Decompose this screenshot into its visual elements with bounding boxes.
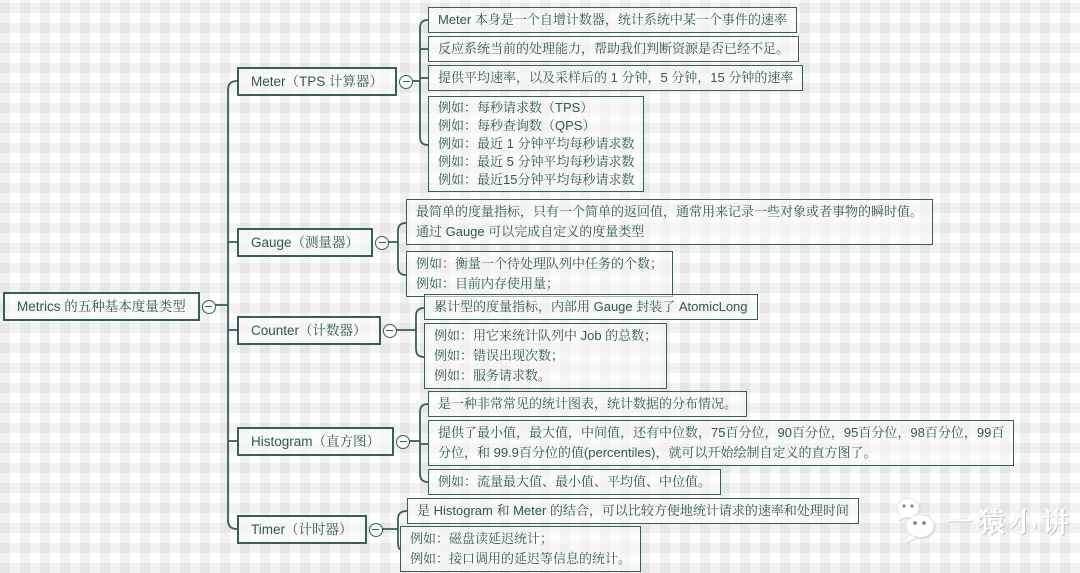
node-text: 例如：每秒查询数（QPS） (438, 118, 596, 133)
counter-children-line (416, 308, 424, 357)
collapse-toggle-histogram[interactable] (396, 435, 410, 449)
collapse-toggle-gauge[interactable] (375, 236, 389, 250)
node-text: Meter 本身是一个自增计数器，统计系统中某一个事件的速率 (438, 12, 787, 27)
node-text: 例如：服务请求数。 (434, 368, 552, 383)
counter-child-examples[interactable] (424, 323, 667, 389)
watermark (893, 495, 1074, 545)
collapse-toggle-counter[interactable] (383, 324, 397, 338)
histogram-child-2[interactable] (428, 420, 1014, 466)
branch-label-histogram[interactable]: Histogram（直方图） (237, 427, 394, 456)
meter-child-examples[interactable] (428, 96, 644, 192)
timer-child-1[interactable] (407, 498, 859, 524)
collapse-toggle-timer[interactable] (369, 523, 383, 537)
node-text: 例如：每秒请求数（TPS） (438, 100, 594, 115)
node-text: 例如：接口调用的延迟等信息的统计。 (410, 551, 632, 566)
node-text: 分位，和 99.9百分位的值(percentiles)，就可以开始绘制自定义的直方图了。 (438, 445, 877, 460)
histogram-children-line (420, 404, 428, 482)
node-text: 例如：用它来统计队列中 Job 的总数； (434, 328, 658, 343)
wechat-icon (893, 495, 937, 545)
branch-node-timer[interactable] (237, 515, 383, 544)
minus-icon (205, 306, 212, 308)
node-text: 提供平均速率，以及采样后的 1 分钟，5 分钟，15 分钟的速率 (438, 70, 794, 85)
branch-node-counter[interactable] (237, 316, 397, 345)
node-text: 是一种非常常见的统计图表，统计数据的分布情况。 (438, 396, 738, 411)
watermark-text: 一猿小讲 (946, 507, 1074, 538)
branch-label-counter[interactable]: Counter（计数器） (237, 316, 381, 345)
node-text: 例如：最近 1 分钟平均每秒请求数 (438, 136, 635, 151)
meter-child-3[interactable] (428, 65, 803, 91)
branch-label-timer[interactable]: Timer（计时器） (237, 515, 367, 544)
node-text: 是 Histogram 和 Meter 的结合，可以比较方便地统计请求的速率和处理时间 (417, 503, 849, 518)
node-text: 例如：磁盘读延迟统计； (410, 531, 554, 546)
node-text: 通过 Gauge 可以完成自定义的度量类型 (416, 224, 645, 239)
root-node-label[interactable]: Metrics 的五种基本度量类型 (3, 292, 200, 321)
branch-label-meter[interactable]: Meter（TPS 计算器） (237, 67, 397, 96)
branch-label-gauge[interactable]: Gauge（测量器） (237, 228, 373, 257)
node-text: 例如：流量最大值、最小值、平均值、中位值。 (438, 474, 712, 489)
minus-icon (372, 529, 379, 531)
meter-children-line (420, 20, 428, 145)
meter-child-1[interactable] (428, 7, 797, 33)
counter-child-1[interactable] (424, 294, 758, 320)
branch-node-gauge[interactable] (237, 228, 389, 257)
node-text: 例如：最近15分钟平均每秒请求数 (438, 172, 635, 187)
gauge-child-examples[interactable] (406, 251, 673, 297)
histogram-child-1[interactable] (428, 391, 747, 417)
meter-child-2[interactable] (428, 36, 799, 62)
node-text: 反应系统当前的处理能力，帮助我们判断资源是否已经不足。 (438, 41, 790, 56)
gauge-child-1[interactable] (406, 199, 933, 245)
node-text: 例如：目前内存使用量； (416, 276, 560, 291)
branch-node-histogram[interactable] (237, 427, 410, 456)
minus-icon (400, 441, 407, 443)
node-text: 最简单的度量指标，只有一个简单的返回值，通常用来记录一些对象或者事物的瞬时值。 (416, 204, 924, 219)
collapse-toggle-root[interactable] (202, 300, 216, 314)
collapse-toggle-meter[interactable] (399, 75, 413, 89)
minus-icon (403, 81, 410, 83)
branch-node-meter[interactable] (237, 67, 413, 96)
histogram-child-examples[interactable] (428, 469, 721, 495)
gauge-children-line (398, 223, 406, 275)
node-text: 例如：错误出现次数； (434, 348, 565, 363)
node-text: 提供了最小值，最大值，中间值，还有中位数，75百分位，90百分位，95百分位，98百分位，99百 (438, 425, 1005, 440)
minus-icon (386, 330, 393, 332)
minus-icon (379, 242, 386, 244)
trunk-line (228, 81, 237, 529)
timer-child-examples[interactable] (400, 526, 641, 572)
node-text: 例如：衡量一个待处理队列中任务的个数； (416, 256, 664, 271)
root-node[interactable] (3, 292, 216, 321)
node-text: 累计型的度量指标，内部用 Gauge 封装了 AtomicLong (434, 299, 748, 314)
node-text: 例如：最近 5 分钟平均每秒请求数 (438, 154, 635, 169)
